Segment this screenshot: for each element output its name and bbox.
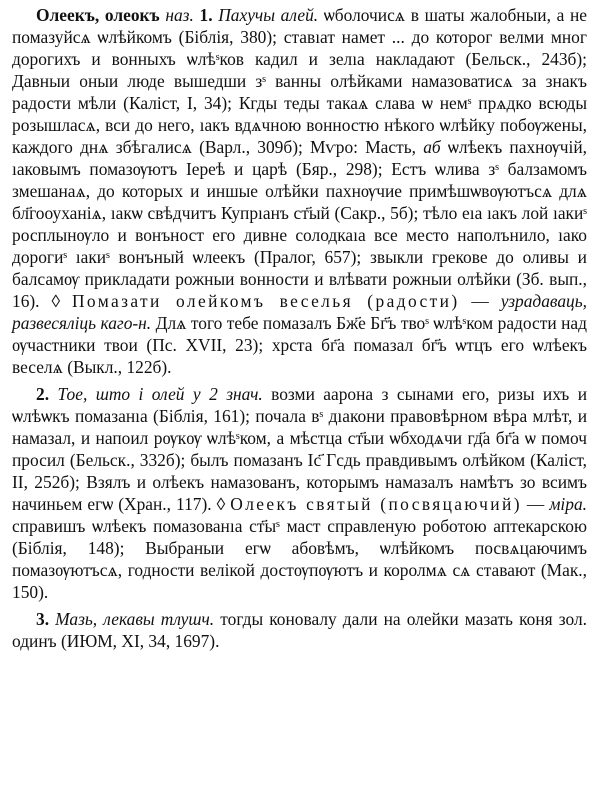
entry-text: возми аарона з сынами его, ризы ихъ и ѡлѣѡкъ помазанıа (Біблія, 161); почала вˢ дıакони правовѣрном вѣра млѣт, и намазал, и напоил рѹкѹ ѡлѣˢком, а мѣстца ст҃ыи ѡбходѧчи гд҃а бг҃а ѡ помоч просил (Бельск., 332б); былъ помазанъ Іс҃ Гсдь правдивымъ олѣйком (Каліст, ІІ, 252б); Взялъ и олѣекъ намазованъ, которымъ намазалъ намѣтъ зо всимъ начиньем егѡ (Хран., 117). ◊	[12, 384, 588, 514]
entry-sense-1	[12, 4, 587, 378]
italic-gloss: Пахучы алей.	[218, 5, 319, 25]
italic-gloss: аб	[423, 137, 441, 157]
entry-text: ѡболочисѧ в шаты жалобныи, а не помазуйсѧ ѡлѣйкомъ (Біблія, 380); ставıат намет ... до которог велми мног дорогихъ и вонныхъ ѡлѣˢков кадил и зелıа накладают (Бельск., 243б); Давныи оныи люде вышедши зˢ ванны олѣйками намазоватисѧ за знакъ радости мѣли (Каліст, І, 34); Кгды теды такаѧ слава ѡ немˢ прѧдко всюды розышласѧ, вси до него, ıакъ вдѧчною вонностю нѣкого ѡлѣйку побѹжены, каждого днѧ збѣгалисѧ (Варл., 309б); Мѵро: Масть,	[12, 5, 588, 157]
italic-gloss: наз.	[165, 5, 194, 25]
entry-text: тогды коновалу дали на олейки мазать коня зол. одинъ (ИЮМ, XI, 34, 1697).	[12, 609, 587, 651]
entry-sense-2	[12, 383, 587, 603]
spaced-phrase: Олеекъ святый (посвяцаючий)	[230, 494, 522, 514]
italic-gloss: узрадаваць, развесяліць каго-н.	[12, 291, 587, 333]
headword: 3.	[36, 609, 50, 629]
spaced-phrase: Помазати олейкомъ веселья (радости)	[71, 291, 460, 311]
dictionary-entry	[12, 4, 587, 652]
headword: 2.	[36, 384, 50, 404]
entry-text: ѡлѣекъ пахнѹчій, ıаковымъ помазѹютъ Іереѣ и царѣ (Бяр., 298); Естъ ѡлива зˢ балзамомъ змешанаѧ, до которых и иншые олѣйки пахнѹчие примѣшѡвѹютъсѧ длѧ бл҃гооуханіѧ, ıакѡ свѣдчитъ Купрıанъ ст҃ый (Сакр., 5б); тѣло еıа ıакъ лой ıакиˢ росплынѹло и вонъност его дивне солодкаıа все место наполънило, ıако дорогиˢ ıакиˢ вонъный ѡлеекъ (Пралог, 657); звыкли грекове до оливы и балсамѹ прикладати рожныи вонности и влѣвати рожныи олѣйки (Зб. вып., 16). ◊	[12, 137, 587, 311]
italic-gloss: Тое, што і олей у 2 знач.	[57, 384, 263, 404]
entry-text: —	[459, 291, 501, 311]
entry-text: справишъ ѡлѣекъ помазованıа ст҃ыˢ маст справленую роботою аптекарскою (Біблія, 148); Выбраныи егѡ абовѣмъ, ѡлѣйкомъ посвѧцаючимъ помазѹютъсѧ, годности велікой достѹпѹютъ и королмѧ сѧ ставают (Мак., 150).	[12, 516, 587, 602]
italic-gloss: міра.	[549, 494, 587, 514]
entry-text: Длѧ того тебе помазалъ Бж҃е Бг҃ъ твоˢ ѡлѣˢком радости над ѹчастники твои (Пс. XVII, 23); хрста бг҃а помазал бг҃ъ ѡтцъ его ѡлѣекъ веселѧ (Выкл., 122б).	[12, 313, 587, 377]
italic-gloss: Мазь, лекавы тлушч.	[55, 609, 215, 629]
entry-sense-3	[12, 608, 587, 652]
headword: 1.	[199, 5, 213, 25]
headword: Олеекъ, олеокъ	[36, 5, 160, 25]
entry-text: —	[521, 494, 550, 514]
